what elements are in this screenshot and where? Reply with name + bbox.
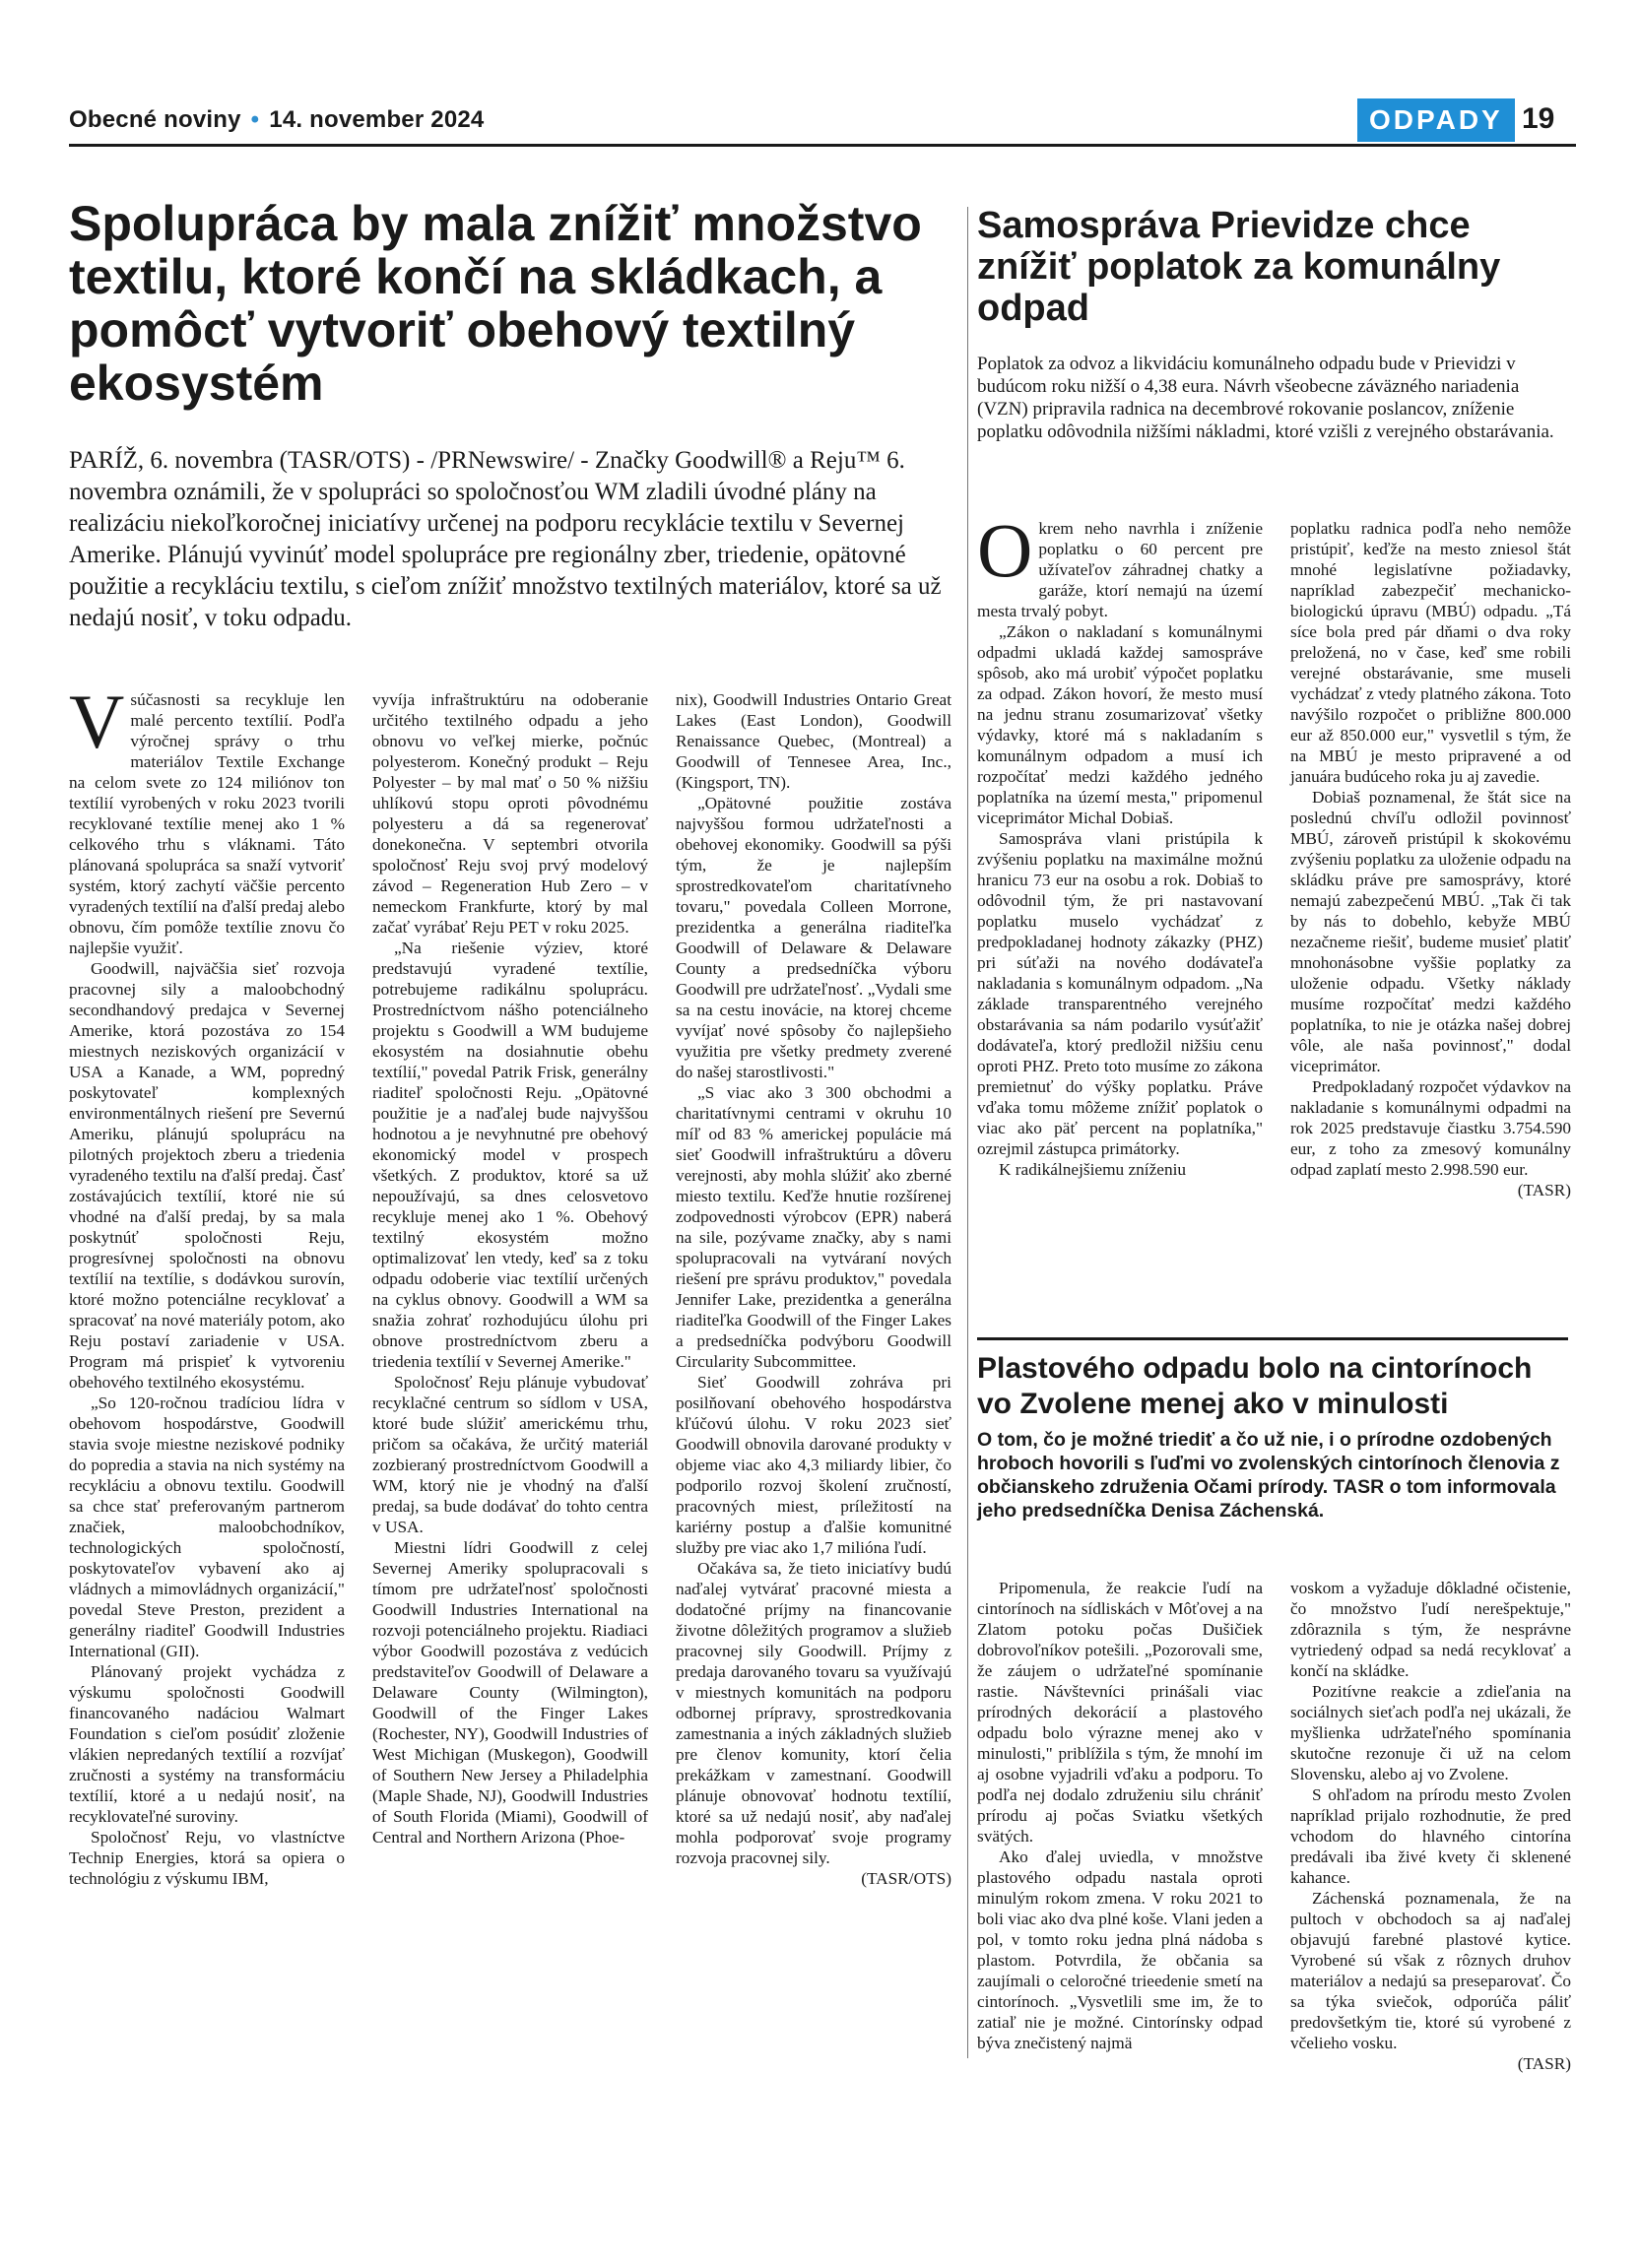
article3-column-2: [1290, 1578, 1571, 2073]
article1-paragraph: Vsúčasnosti sa recykluje len malé percento textílií. Podľa výročnej správy o trhu materiálov Textile Exchange na celom svete zo 124 miliónov ton textílií vyrobených v roku 2023 tvorili recyklované textílie menej ako 1 % celkového trhu s vláknami. Táto plánovaná spolupráca sa snaží vytvoriť systém, ktorý zachytí väčšie percento vyradených textílií na ďalší predaj alebo obnovu, čím pomôže textílie znovu čo najlepšie využiť.: [69, 679, 345, 957]
article3-paragraph: Ako ďalej uviedla, v množstve plastového odpadu nastala oproti minulým rokom zmena. V roku 2021 to boli viac ako dva plné koše. Vlani jeden a pol, v tomto roku jedna plná nádoba s plastom. Potvrdila, že občania sa zaujímali o celoročné trieedenie smetí na cintorínoch. „Vysvetlili sme im, že to zatiaľ nie je možné. Cintorínsky odpad býva znečistený najmä: [977, 1847, 1263, 2052]
article1-paragraph: Goodwill, najväčšia sieť rozvoja pracovnej sily a maloobchodný secondhandový predajca v Severnej Amerike, ktorá pozostáva zo 154 miestnych neziskových organizácií v USA a Kanade, a WM, popredný poskytovateľ komplexných environmentálnych riešení pre Severnú Ameriku, plánujú spoluprácu na pilotných projektoch zberu a triedenia vyradeného textilu na ďalší predaj. Časť zostávajúcich textílií, ktoré nie sú vhodné na ďalší predaj, by sa mala poskytnúť spoločnosti Reju, progresívnej spoločnosti na obnovu textílií na textílie, s dodávkou surovín, ktoré možno potenciálne recyklovať a spracovať na nové materiály potom, ako Reju postaví zariadenie v USA. Program má prispieť k vytvoreniu obehového textilného ekosystému.: [69, 959, 345, 1392]
article2-paragraph: Samospráva vlani pristúpila k zvýšeniu poplatku na maximálne možnú hranicu 73 eur na osobu a rok. Dobiaš to odôvodnil tým, že pri nastavovaní poplatku muselo vychádzať z predpokladanej hodnoty zákazky (PHZ) pri súťaži na nového dodávateľa nakladania s komunálnym odpadom. „Na základe transparentného verejného obstarávania sa nám podarilo vysúťažiť dodávateľa, ktorý predložil nižšiu cenu oproti PHZ. Preto toto musíme zo zákona premietnuť do výšky poplatku. Práve vďaka tomu môžeme znížiť poplatok o viac ako päť percent na poplatníka," ozrejmil zástupca primátorky.: [977, 829, 1263, 1158]
article1-paragraph: Spoločnosť Reju plánuje vybudovať recyklačné centrum so sídlom v USA, ktoré bude slúžiť americkému trhu, pričom sa očakáva, že určitý materiál zozbieraný prostredníctvom Goodwill a WM, ktorý nie je vhodný na ďalší predaj, sa bude dodávať do tohto centra v USA.: [372, 1373, 648, 1536]
masthead: [69, 106, 484, 134]
dropcap: O: [977, 507, 1033, 593]
article2-lead: Poplatok za odvoz a likvidáciu komunálneho odpadu bude v Prievidzi v budúcom roku nižší o 4,38 eura. Návrh všeobecne záväzného nariadenia (VZN) pripravila radnica na decembrové rokovanie poslancov, zníženie poplatku odôvodnila nižšími nákladmi, ktoré vzišli z verejného obstarávania.: [977, 354, 1554, 442]
dropcap: V: [69, 679, 125, 764]
article2-paragraph: K radikálnejšiemu zníženiu: [999, 1160, 1187, 1179]
article1-paragraph: Očakáva sa, že tieto iniciatívy budú naďalej vytvárať pracovné miesta a dodatočné príjmy na financovanie životne dôležitých programov a služieb pracovnej sily Goodwill. Príjmy z predaja darovaného tovaru sa využívajú v miestnych komunitách na podporu odbornej prípravy, sprostredkovania zamestnania a iných základných služieb pre členov komunity, ktorí čelia prekážkam v zamestnaní. Goodwill plánuje obnovovať hodnotu textílií, ktoré sa už nedajú nosiť, aby naďalej mohla podporovať svoje programy rozvoja pracovnej sily.: [676, 1559, 951, 1867]
article3-paragraph: S ohľadom na prírodu mesto Zvolen napríklad prijalo rozhodnutie, že pred vchodom do hlavného cintorína predávali iba živé kvety či sklenené kahance.: [1290, 1785, 1571, 1887]
article1-paragraph: „Opätovné použitie zostáva najvyššou formou udržateľnosti a obehovej ekonomiky. Goodwill sa pýši tým, že je najlepším sprostredkovateľom charitatívneho tovaru," povedala Colleen Morrone, prezidentka a generálna riaditeľka Goodwill of Delaware & Delaware County a predsedníčka výboru Goodwill pre udržateľnosť. „Vydali sme sa na cestu inovácie, na ktorej chceme vyvíjať nové spôsoby čo najlepšieho využitia pre všetky predmety zverené do našej starostlivosti.": [676, 794, 951, 1081]
article3-paragraph: Pripomenula, že reakcie ľudí na cintorínoch na sídliskách v Môťovej a na Zlatom potoku počas Dušičiek dobrovoľníkov potešili. „Pozorovali sme, že záujem o udržateľné spomínanie rastie. Návštevníci prinášali viac prírodných dekorácií a plastového odpadu bolo výrazne menej ako v minulosti," priblížila s tým, že mnohí im aj osobne vyjadrili vďaku a podporu. To podľa nej dodalo združeniu silu chrániť prírodu aj počas Sviatku všetkých svätých.: [977, 1579, 1263, 1846]
article1-column-3: [676, 689, 951, 2058]
article3-signature: (TASR): [1517, 2054, 1571, 2073]
article1-paragraph: „S viac ako 3 300 obchodmi a charitatívnymi centrami v okruhu 10 míľ od 83 % americkej populácie má sieť Goodwill infraštruktúru a dôveru verejnosti, aby mohla slúžiť ako zberné miesto textilu. Keďže hnutie rozšírenej zodpovednosti výrobcov (EPR) naberá na sile, pozývame značky, aby s nami spolupracovali na vytváraní nových riešení pre správu produktov," povedala Jennifer Lake, prezidentka a generálna riaditeľka Goodwill of the Finger Lakes a predsedníčka podvýboru Goodwill Circularity Subcommittee.: [676, 1083, 951, 1371]
page-number: 19: [1522, 102, 1555, 135]
article2-column-1: [977, 507, 1263, 1326]
article2-headline: Samospráva Prievidze chce znížiť poplatok za komunálny odpad: [977, 205, 1501, 329]
article1-paragraph: nix), Goodwill Industries Ontario Great Lakes (East London), Goodwill Renaissance Quebec, (Montreal) a Goodwill of Tennesee Area, Inc., (Kingsport, TN).: [676, 690, 951, 792]
article1-column-2: [372, 689, 648, 2058]
article-separator: [977, 1337, 1568, 1340]
column-divider: [967, 207, 968, 2058]
article1-paragraph: Sieť Goodwill zohráva pri posilňovaní obehového hospodárstva kľúčovú úlohu. V roku 2023 sieť Goodwill obnovila darované produkty v objeme viac ako 4,3 miliardy libier, čo podporilo rozvoj školení zručností, pracovných miest, príležitostí na kariérny postup a ďalšie komunitné služby pre viac ako 1,7 milióna ľudí.: [676, 1373, 951, 1557]
article2-paragraph: „Zákon o nakladaní s komunálnymi odpadmi ukladá každej samospráve spôsob, ako má urobiť výpočet poplatku za odpad. Zákon hovorí, že mesto musí na jednu stranu zosumarizovať všetky výdavky, ktoré má s nakladaním s komunálnym odpadom a musí ich rozpočítať medzi každého jedného poplatníka na území mesta," pripomenul viceprimátor Michal Dobiaš.: [977, 622, 1263, 827]
article3-paragraph: Záchenská poznamenala, že na pultoch v obchodoch sa aj naďalej objavujú farebné plastové kytice. Vyrobené sú však z rôznych druhov materiálov a nedajú sa preseparovať. Čo sa týka sviečok, odporúča páliť predovšetkým tie, ktoré sú vyrobené z včelieho vosku.: [1290, 1889, 1571, 2052]
article3-paragraph: Pozitívne reakcie a zdieľania na sociálnych sieťach podľa nej ukázali, že myšlienka udržateľného spomínania skutočne rezonuje či už na celom Slovensku, alebo aj vo Zvolene.: [1290, 1682, 1571, 1783]
article1-signature: (TASR/OTS): [861, 1869, 951, 1888]
article3-paragraph: voskom a vyžaduje dôkladné očistenie, čo množstvo ľudí nerešpektuje," zdôraznila s tým, že nesprávne vytriedený odpad sa nedá recyklovať a končí na skládke.: [1290, 1579, 1571, 1680]
header-rule: [69, 144, 1576, 147]
article2-paragraph: Dobiaš poznamenal, že štát sice na poslednú chvíľu odložil povinnosť MBÚ, zároveň pristúpil k skokovému zvýšeniu poplatku za uloženie odpadu na skládku práve pre samosprávy, ktoré nemajú zabezpečenú MBÚ. „Tak či tak by nás to dobehlo, kebyže MBÚ nezačneme riešiť, budeme musieť platiť mnohonásobne vyššie poplatky za uloženie odpadu. Všetky náklady musíme rozpočítať medzi každého poplatníka, to nie je otázka našej dobrej vôle, ale naša povinnosť," dodal viceprimátor.: [1290, 788, 1571, 1075]
article1-paragraph: „So 120-ročnou tradíciou lídra v obehovom hospodárstve, Goodwill stavia svoje miestne neziskové podniky do popredia a stavia na nich systémy na recykláciu a obnovu textilu. Goodwill sa chce stať preferovaným partnerom značiek, maloobchodníkov, technologických spoločností, poskytovateľov vybavení ako aj vládnych a mimovládnych organizácií," povedal Steve Preston, prezident a generálny riaditeľ Goodwill Industries International (GII).: [69, 1393, 345, 1660]
article2-paragraph: Okrem neho navrhla i zníženie poplatku o 60 percent pre užívateľov záhradnej chatky a garáže, ktorí nemajú na území mesta trvalý pobyt.: [977, 507, 1263, 620]
separator-dot: •: [250, 106, 260, 133]
article2-column-2: [1290, 518, 1571, 1326]
publication-name: Obecné noviny: [69, 106, 241, 133]
article2-paragraph: Predpokladaný rozpočet výdavkov na nakladanie s komunálnymi odpadmi na rok 2025 predstavuje čiastku 3.754.590 eur, z toho za zmesový komunálny odpad zaplatí mesto 2.998.590 eur.: [1290, 1077, 1571, 1179]
article1-paragraph: vyvíja infraštruktúru na odoberanie určitého textilného odpadu a jeho obnovu vo veľkej mierke, počnúc polyesterom. Konečný produkt – Reju Polyester – by mal mať o 50 % nižšiu uhlíkovú stopu oproti pôvodnému polyesteru a dá sa regenerovať donekonečna. V septembri otvorila spoločnosť Reju svoj prvý modelový závod – Regeneration Hub Zero – v nemeckom Frankfurte, ktorý by mal začať vyrábať Reju PET v roku 2025.: [372, 690, 648, 937]
article1-paragraph: Spoločnosť Reju, vo vlastníctve Technip Energies, ktorá sa opiera o technológiu z výskumu IBM,: [69, 1828, 345, 1888]
article3-column-1: [977, 1578, 1263, 2060]
article1-paragraph: Miestni lídri Goodwill z celej Severnej Ameriky spolupracovali s tímom pre udržateľnosť spoločnosti Goodwill Industries International na rozvoji potenciálneho projektu. Riadiaci výbor Goodwill pozostáva z vedúcich predstaviteľov Goodwill of Delaware a Delaware County (Wilmington), Goodwill of the Finger Lakes (Rochester, NY), Goodwill Industries of West Michigan (Muskegon), Goodwill of Southern New Jersey a Philadelphia (Maple Shade, NJ), Goodwill Industries of South Florida (Miami), Goodwill of Central and Northern Arizona (Phoe-: [372, 1538, 648, 1847]
article3-lead: O tom, čo je možné triediť a čo už nie, i o prírodne ozdobených hroboch hovorili s ľuďmi vo zvolenských cintorínoch členovia z občianskeho združenia Očami prírody. TASR o tom informovala jeho predsedníčka Denisa Záchenská.: [977, 1429, 1560, 1522]
article2-signature: (TASR): [1517, 1181, 1571, 1199]
article1-paragraph: „Na riešenie výziev, ktoré predstavujú vyradené textílie, potrebujeme radikálnu spoluprácu. Prostredníctvom nášho potenciálneho projektu s Goodwill a WM budujeme ekosystém na dosiahnutie obehu textílií," povedal Patrik Frisk, generálny riaditeľ spoločnosti Reju. „Opätovné použitie je a naďalej bude najvyššou hodnotou a je nevyhnutné pre obehový ekonomický model v prospech všetkých. Z produktov, ktoré sa už nepoužívajú, sa dnes celosvetovo recykluje menej ako 1 %. Obehový textilný ekosystém možno optimalizovať len vtedy, keď sa z toku odpadu odoberie viac textílií určených na cyklus obnovy. Goodwill a WM sa snažia zohrať rozhodujúcu úlohu pri obnove prostredníctvom zberu a triedenia textílií v Severnej Amerike.": [372, 939, 648, 1371]
article1-headline: Spolupráca by mala znížiť množstvo textilu, ktoré končí na skládkach, a pomôcť vytvoriť obehový textilný ekosystém: [69, 196, 922, 411]
article3-headline: Plastového odpadu bolo na cintorínoch vo Zvolene menej ako v minulosti: [977, 1352, 1533, 1420]
section-tag: ODPADY: [1357, 98, 1515, 142]
article2-paragraph: poplatku radnica podľa neho nemôže pristúpiť, keďže na mesto zniesol štát mnohé legislatívne požiadavky, napríklad zabezpečiť mechanicko-biologickú úpravu (MBÚ) odpadu. „Tá síce bola pred pár dňami o dva roky preložená, no v čase, keď sme robili verejné obstarávanie, sme museli vychádzať z vtedy platného zákona. Toto navýšilo rozpočet o približne 800.000 eur až 850.000 eur," vysvetlil s tým, že na MBÚ je mesto pripravené a od januára budúceho roka ju aj zavedie.: [1290, 519, 1571, 786]
issue-date: 14. november 2024: [269, 106, 485, 133]
article1-lead: PARÍŽ, 6. novembra (TASR/OTS) - /PRNewswire/ - Značky Goodwill® a Reju™ 6. novembra oznámili, že v spolupráci so spoločnosťou WM zladili úvodné plány na realizáciu niekoľkoročnej iniciatívy určenej na podporu recyklácie textilu v Severnej Amerike. Plánujú vyvinúť model spolupráce pre regionálny zber, triedenie, opätovné použitie a recykláciu textilu, s cieľom znížiť množstvo textilných materiálov, ktoré sa už nedajú nosiť, v toku odpadu.: [69, 447, 942, 631]
article1-paragraph: Plánovaný projekt vychádza z výskumu spoločnosti Goodwill financovaného nadáciou Walmart Foundation s cieľom posúdiť zloženie vlákien nepredaných textílií a rozvíjať zručnosti a systémy na transformáciu textílií, ktoré a u nedajú nosiť, na recyklovateľné suroviny.: [69, 1662, 345, 1826]
article1-column-1: [69, 679, 345, 2058]
